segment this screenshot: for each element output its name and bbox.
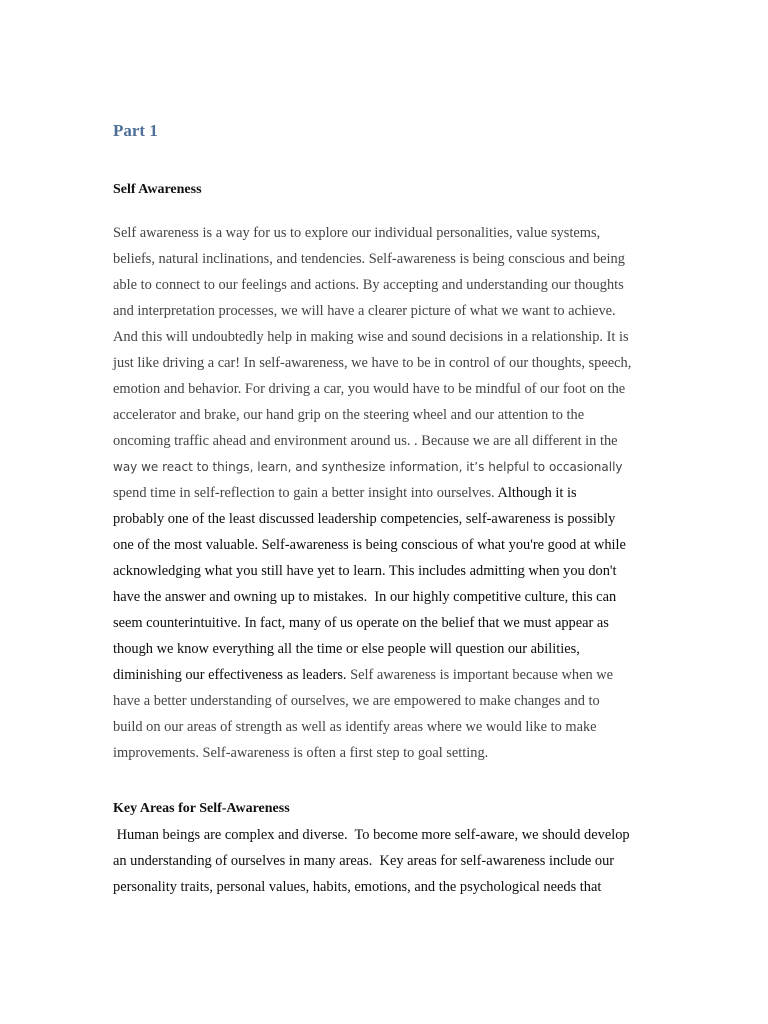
text-run: spend time in self-reflection to gain a better insight into ourselves. (113, 485, 498, 501)
text-run: accelerator and brake, our hand grip on the steering wheel and our attention to the (113, 407, 585, 423)
section-heading-self-awareness: Self Awareness (113, 182, 202, 197)
text-run: able to connect to our feelings and actions. By accepting and understanding our thoughts (113, 277, 624, 293)
key-areas-paragraph (113, 825, 673, 903)
text-run: probably one of the least discussed leadership competencies, self-awareness is possibly (113, 511, 616, 527)
text-run: emotion and behavior. For driving a car, you would have to be mindful of our foot on the (113, 381, 626, 397)
text-line (113, 483, 673, 509)
text-run: though we know everything all the time or else people will question our abilities, (113, 641, 580, 657)
text-run: have the answer and owning up to mistakes. In our highly competitive culture, this can (113, 589, 617, 605)
text-run: And this will undoubtedly help in making wise and sound decisions in a relationship. It is (113, 329, 629, 345)
text-run: one of the most valuable. Self-awareness is being conscious of what you're good at while (113, 537, 626, 553)
text-line (113, 587, 673, 613)
text-run: just like driving a car! In self-awareness, we have to be in control of our thoughts, speech, (113, 355, 632, 371)
text-line (113, 825, 673, 851)
text-run: Human beings are complex and diverse. To become more self-aware, we should develop (113, 827, 630, 843)
text-line (113, 665, 673, 691)
text-run: improvements. Self-awareness is often a first step to goal setting. (113, 745, 489, 761)
text-line (113, 561, 673, 587)
text-run: personality traits, personal values, habits, emotions, and the psychological needs that (113, 879, 602, 895)
text-run: Although it is (497, 485, 577, 501)
text-line (113, 353, 673, 379)
text-line (113, 877, 673, 903)
text-line (113, 275, 673, 301)
text-run: have a better understanding of ourselves, we are empowered to make changes and to (113, 693, 600, 709)
text-run: oncoming traffic ahead and environment around us. . Because we are all different in the (113, 433, 618, 449)
text-run: Self awareness is a way for us to explore our individual personalities, value systems, (113, 225, 601, 241)
text-line (113, 301, 673, 327)
text-run: Self awareness is important because when we (350, 667, 614, 683)
text-line (113, 327, 673, 353)
self-awareness-paragraph (113, 223, 673, 769)
text-line (113, 249, 673, 275)
text-line (113, 613, 673, 639)
text-line (113, 691, 673, 717)
text-line (113, 223, 673, 249)
text-line (113, 431, 673, 457)
text-run: seem counterintuitive. In fact, many of us operate on the belief that we must appear as (113, 615, 609, 631)
section-heading-key-areas: Key Areas for Self-Awareness (113, 801, 290, 816)
text-run: and interpretation processes, we will have a clearer picture of what we want to achieve. (113, 303, 616, 319)
text-run: acknowledging what you still have yet to learn. This includes admitting when you don't (113, 563, 617, 579)
text-line (113, 535, 673, 561)
text-run: build on our areas of strength as well as identify areas where we would like to make (113, 719, 597, 735)
text-run: diminishing our effectiveness as leaders. (113, 667, 351, 683)
text-line (113, 405, 673, 431)
text-line (113, 509, 673, 535)
part-heading: Part 1 (113, 121, 158, 140)
text-line (113, 717, 673, 743)
text-run: an understanding of ourselves in many areas. Key areas for self-awareness include our (113, 853, 615, 869)
text-line (113, 457, 673, 483)
text-line (113, 743, 673, 769)
text-line (113, 851, 673, 877)
text-line (113, 379, 673, 405)
text-run: beliefs, natural inclinations, and tendencies. Self-awareness is being conscious and being (113, 251, 625, 267)
text-line (113, 639, 673, 665)
text-run: way we react to things, learn, and synthesize information, it’s helpful to occasionally (113, 460, 623, 474)
